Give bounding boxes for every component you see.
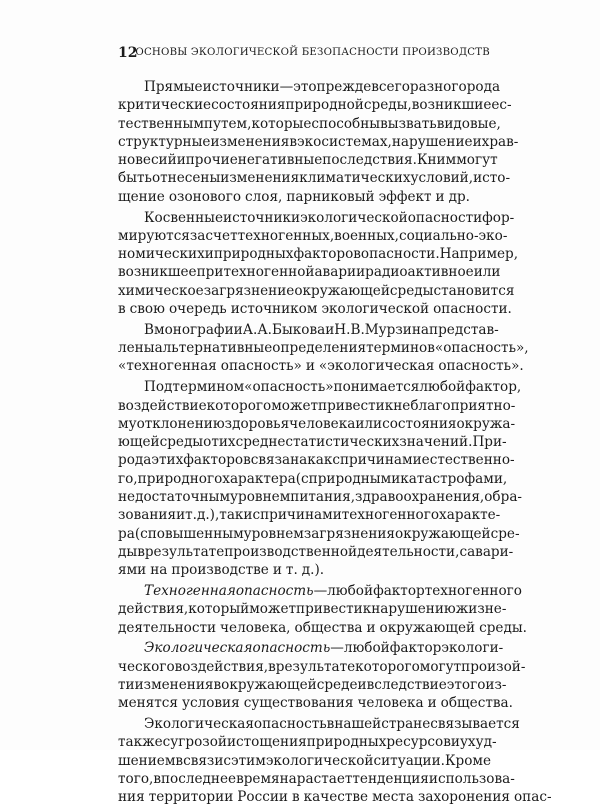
- paragraph: [118, 582, 527, 637]
- paragraph: [118, 715, 552, 806]
- text-line: того, в последнее время нарастает тенденция использова-: [118, 770, 515, 787]
- text-line: мируются за счет техногенных, военных, социально-эко-: [118, 227, 508, 244]
- paragraph: [118, 321, 529, 376]
- text-line: ющей среды от их среднестатистических значений. При-: [118, 434, 507, 451]
- text-line: в свою очередь источником экологической опасности.: [118, 301, 512, 318]
- running-title: ОСНОВЫ ЭКОЛОГИЧЕСКОЙ БЕЗОПАСНОСТИ ПРОИЗВОДСТВ: [135, 47, 490, 58]
- text-line: воздействие которого может привести к неблагоприятно-: [118, 397, 516, 414]
- page-number: 12: [118, 45, 138, 61]
- paragraph: [118, 639, 526, 712]
- body-text: [118, 78, 552, 809]
- text-line: номических и природных факторов опасности. Например,: [118, 246, 519, 263]
- text-line: В монографии А. А. Быкова и Н. В. Мурзина представ-: [144, 321, 499, 338]
- text-line: Под термином «опасность» понимается любой фактор,: [144, 379, 522, 396]
- text-line: рода этих факторов связана как с причинами естественно-: [118, 452, 515, 469]
- text-line: лены альтернативные определения терминов «опасность»,: [118, 340, 529, 357]
- running-header: [118, 44, 490, 62]
- text-line: го, природного характера (с природными катастрофами,: [118, 470, 508, 487]
- text-line: тественным путем, которые способны вызвать видовые,: [118, 115, 501, 132]
- text-line: «техногенная опасность» и «экологическая опасность».: [118, 358, 524, 375]
- text-line: возникшее при техногенной аварии радиоактивное или: [118, 264, 501, 281]
- text-line: Экологическая опасность — любой фактор экологи-: [144, 640, 504, 657]
- text-line: Техногенная опасность — любой фактор техногенного: [144, 583, 522, 600]
- text-line: действия, который может привести к нарушению жизне-: [118, 601, 507, 618]
- text-line: новесий и прочие негативные последствия. К ним могут: [118, 152, 498, 169]
- text-line: Экологическая опасность в нашей стране связывается: [144, 716, 520, 733]
- text-line: ния территории России в качестве места захоронения опас-: [118, 789, 552, 806]
- text-line: недостаточным уровнем питания, здравоохранения, обра-: [118, 489, 523, 506]
- paragraph: [118, 378, 523, 579]
- text-line: ями на производстве и т. д.).: [118, 562, 325, 579]
- text-line: структурные изменения в экосистемах, нарушение их рав-: [118, 133, 519, 150]
- text-line: ческого воздействия, в результате которого могут произой-: [118, 658, 526, 675]
- text-line: критические состояния природной среды, возникшие ес-: [118, 97, 512, 114]
- paragraph: [118, 209, 519, 319]
- text-line: ды в результате производственной деятельности, с авари-: [118, 543, 514, 560]
- text-line: му отклонению здоровья человека или состояния окружа-: [118, 415, 516, 432]
- text-line: Прямые источники — это прежде всего разного рода: [144, 79, 501, 95]
- text-line: химическое загрязнение окружающей среды становится: [118, 282, 515, 299]
- text-line: менятся условия существования человека и общества.: [118, 695, 513, 712]
- text-line: шением в связи с этим экологической ситуации. Кроме: [118, 752, 492, 769]
- text-line: зования и т. д.), так и с причинами техногенного характе-: [118, 507, 501, 524]
- text-line: щение озонового слоя, парниковый эффект и др.: [118, 188, 471, 205]
- text-line: ти изменения в окружающей среде и вследствие этого из-: [118, 677, 507, 693]
- text-line: ра (с повышенным уровнем загрязнения окружающей сре-: [118, 525, 520, 542]
- text-line: деятельности человека, общества и окружающей среды.: [118, 619, 527, 636]
- text-line: также с угрозой истощения природных ресурсов и ухуд-: [118, 734, 497, 751]
- paragraph: [118, 78, 519, 206]
- text-line: быть отнесены изменения климатических условий, исто-: [118, 170, 511, 187]
- text-line: Косвенные источники экологической опасности фор-: [144, 209, 515, 226]
